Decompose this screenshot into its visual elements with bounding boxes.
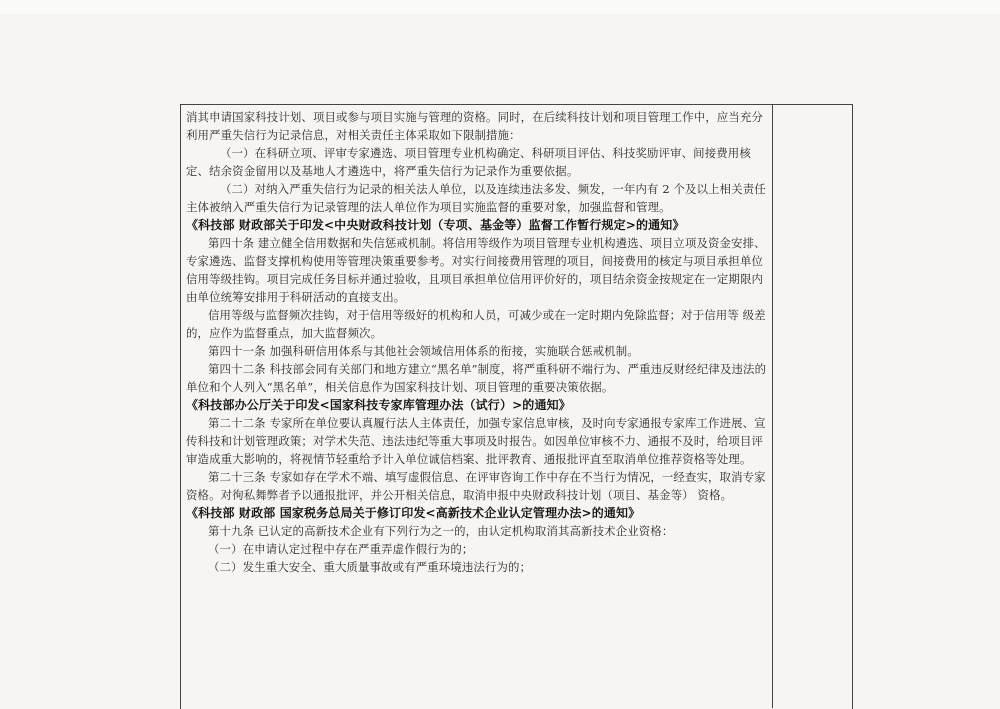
list-item: （二）发生重大安全、重大质量事故或有严重环境违法行为的； <box>208 560 532 574</box>
paragraph: 第二十二条 专家所在单位要认真履行法人主体责任，加强专家信息审核，及时向专家通报专家库工作进展、宣传科技和计划管理政策；对学术失范、违法违纪等重大事项及时报告。如因单位审核不力、通报不及时，给项目评审造成重大影响的，将视情节轻重给予计入单位诚信档案、批评教育、通报批评直至取消单位推荐资格等处理。 <box>186 416 766 466</box>
section-heading: 《科技部 财政部关于印发<中央财政科技计划（专项、基金等）监督工作暂行规定>的通知》 <box>186 218 685 232</box>
section-heading: 《科技部 财政部 国家税务总局关于修订印发<高新技术企业认定管理办法>的通知》 <box>186 506 641 520</box>
paragraph: 第四十条 建立健全信用数据和失信惩戒机制。将信用等级作为项目管理专业机构遴选、项目立项及资金安排、专家遴选、监督支撑机构使用等管理决策重要参考。对实行间接费用管理的项目，间接费用的核定与项目承担单位信用等级挂钩。项目完成任务目标并通过验收，且项目承担单位信用评价好的，项目结余资金按规定在一定期限内由单位统筹安排用于科研活动的直接支出。 <box>186 236 766 304</box>
paragraph: 第二十三条 专家如存在学术不端、填写虚假信息、在评审咨询工作中存在不当行为情况，一经查实，取消专家资格。对徇私舞弊者予以通报批评，并公开相关信息，取消申报中央财政科技计划（项目、基金等） 资格。 <box>186 470 766 502</box>
section-heading: 《科技部办公厅关于印发<国家科技专家库管理办法（试行）>的通知》 <box>186 398 571 412</box>
paragraph: （二）对纳入严重失信行为记录的相关法人单位，以及连续违法多发、频发，一年内有 2 个及以上相关责任主体被纳入严重失信行为记录管理的法人单位作为项目实施监督的重要对象，加强监督和管理。 <box>186 182 766 214</box>
paragraph: （一）在科研立项、评审专家遴选、项目管理专业机构确定、科研项目评估、科技奖励评审、间接费用核定、结余资金留用以及基地人才遴选中，将严重失信行为记录作为重要依据。 <box>186 146 751 178</box>
paragraph: 信用等级与监督频次挂钩，对于信用等级好的机构和人员，可减少或在一定时期内免除监督；对于信用等 级差的，应作为监督重点，加大监督频次。 <box>186 308 766 340</box>
paragraph: 第十九条 已认定的高新技术企业有下列行为之一的，由认定机构取消其高新技术企业资格： <box>208 524 674 538</box>
paragraph: 第四十二条 科技部会同有关部门和地方建立“黑名单”制度，将严重科研不端行为、严重违反财经纪律及违法的单位和个人列入“黑名单”，相关信息作为国家科技计划、项目管理的重要决策依据。 <box>186 362 767 394</box>
table-column-divider <box>772 104 773 708</box>
paragraph: 第四十一条 加强科研信用体系与其他社会领域信用体系的衔接，实施联合惩戒机制。 <box>208 344 639 358</box>
paragraph: 消其申请国家科技计划、项目或参与项目实施与管理的资格。同时，在后续科技计划和项目管理工作中，应当充分利用严重失信行为记录信息，对相关责任主体采取如下限制措施： <box>186 110 764 142</box>
scan-top-edge <box>0 0 1000 14</box>
document-body <box>186 108 768 576</box>
list-item: （一）在申请认定过程中存在严重弄虚作假行为的； <box>208 542 474 556</box>
